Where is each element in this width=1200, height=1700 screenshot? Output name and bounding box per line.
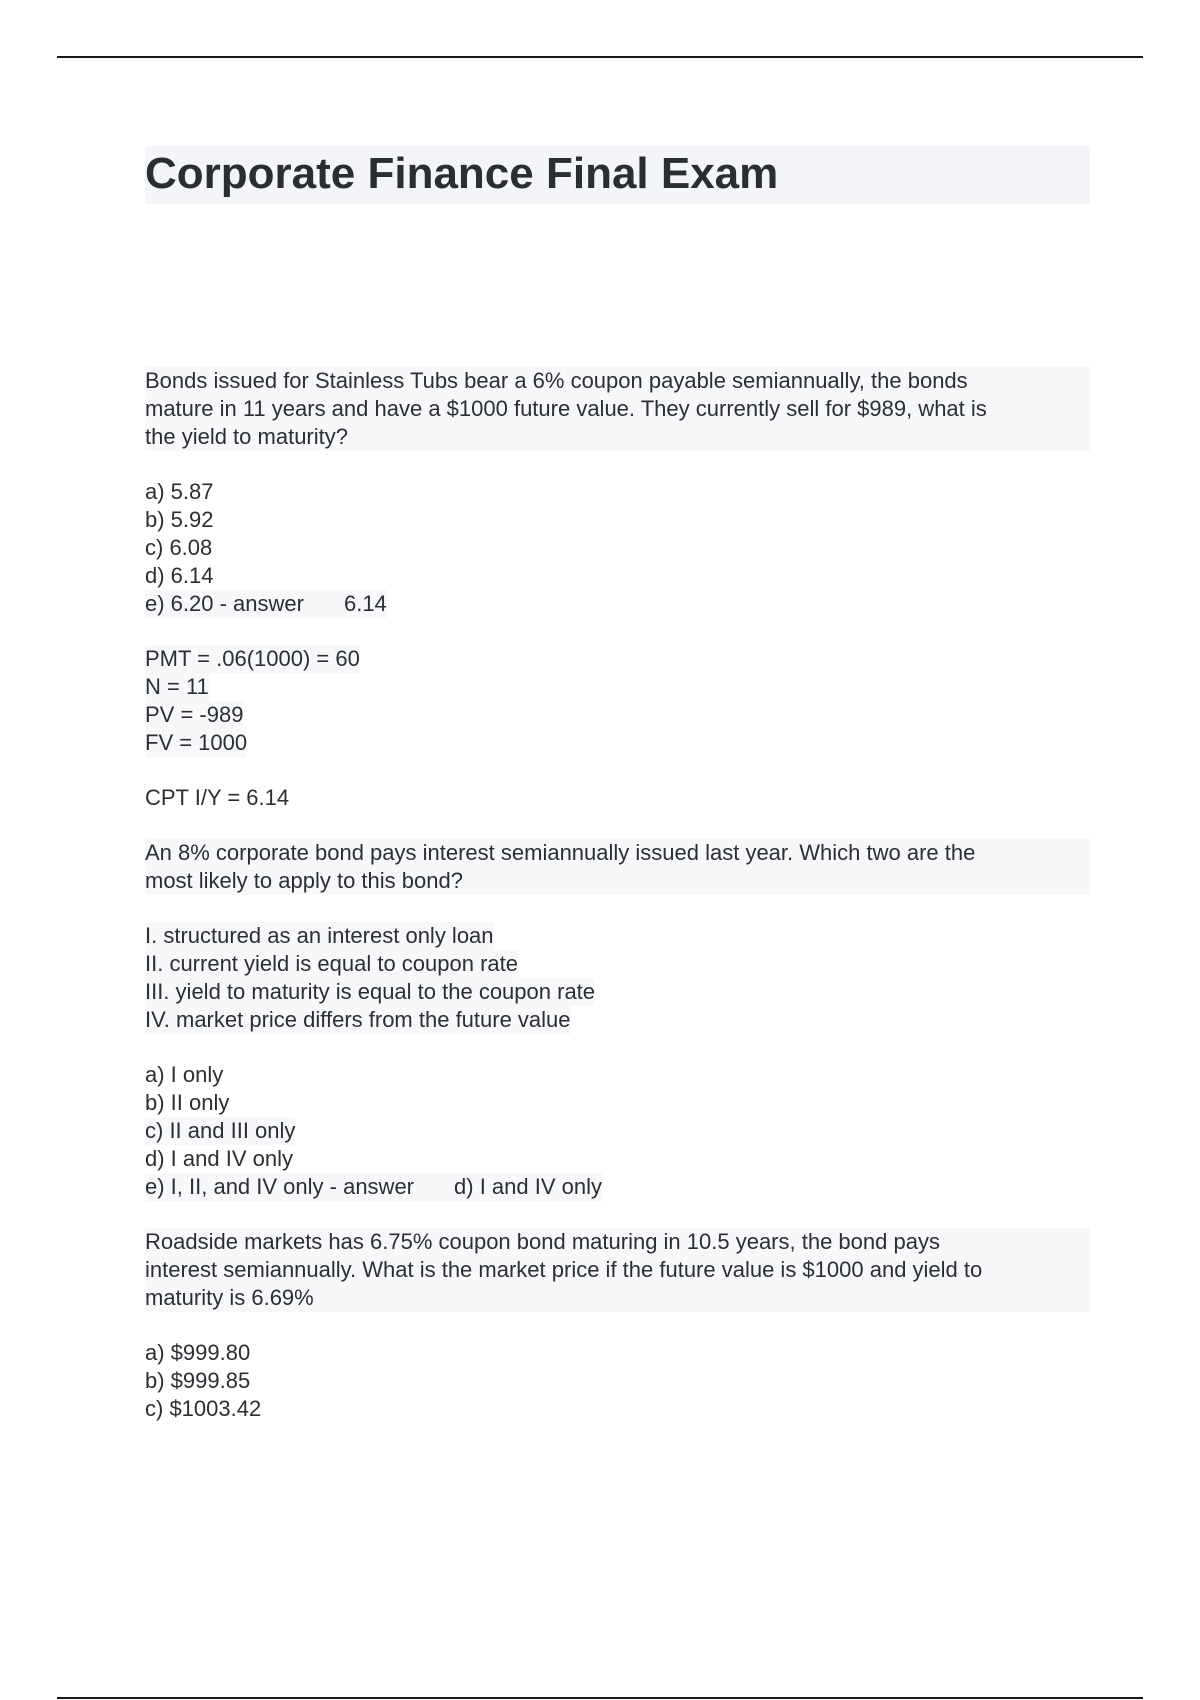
- option: a) I only: [145, 1062, 224, 1087]
- option: e) I, II, and IV only - answer: [145, 1174, 415, 1199]
- top-rule: [57, 56, 1143, 58]
- option: c) II and III only: [145, 1118, 296, 1143]
- question-2-statements: [145, 922, 1090, 1034]
- document-title: Corporate Finance Final Exam: [145, 146, 1090, 204]
- work-line: N = 11: [145, 674, 209, 699]
- option: e) 6.20 - answer: [145, 591, 304, 616]
- option: a) 5.87: [145, 479, 214, 504]
- option: d) I and IV only: [145, 1146, 293, 1171]
- question-line: interest semiannually. What is the market price if the future value is $1000 and yield to: [145, 1256, 1090, 1284]
- question-1-result: [145, 784, 1090, 812]
- option-answer-line: [145, 590, 1090, 618]
- question-2-text: [145, 839, 1090, 895]
- answer: 6.14: [343, 591, 387, 616]
- question-line: Roadside markets has 6.75% coupon bond maturing in 10.5 years, the bond pays: [145, 1228, 1090, 1256]
- option: b) II only: [145, 1090, 230, 1115]
- statement: I. structured as an interest only loan: [145, 923, 494, 948]
- question-1-work: [145, 645, 1090, 757]
- option: d) 6.14: [145, 563, 214, 588]
- work-line: FV = 1000: [145, 730, 248, 755]
- option: b) 5.92: [145, 507, 214, 532]
- option: c) 6.08: [145, 535, 213, 560]
- work-line: PMT = .06(1000) = 60: [145, 646, 360, 671]
- result-line: CPT I/Y = 6.14: [145, 785, 290, 810]
- option: c) $1003.42: [145, 1396, 262, 1421]
- question-line: the yield to maturity?: [145, 423, 1090, 451]
- answer: d) I and IV only: [454, 1174, 602, 1199]
- question-1-text: [145, 367, 1090, 451]
- statement: III. yield to maturity is equal to the coupon rate: [145, 979, 596, 1004]
- question-1-options: [145, 478, 1090, 618]
- question-3-text: [145, 1228, 1090, 1312]
- statement: II. current yield is equal to coupon rate: [145, 951, 518, 976]
- question-2-options: [145, 1061, 1090, 1201]
- document-body: [145, 146, 1090, 1450]
- question-line: Bonds issued for Stainless Tubs bear a 6% coupon payable semiannually, the bonds: [145, 367, 1090, 395]
- work-line: PV = -989: [145, 702, 244, 727]
- question-line: maturity is 6.69%: [145, 1284, 1090, 1312]
- option: b) $999.85: [145, 1368, 251, 1393]
- question-line: mature in 11 years and have a $1000 future value. They currently sell for $989, what is: [145, 395, 1090, 423]
- option-answer-line: [145, 1173, 1090, 1201]
- question-line: An 8% corporate bond pays interest semiannually issued last year. Which two are the: [145, 839, 1090, 867]
- option: a) $999.80: [145, 1340, 251, 1365]
- bottom-rule: [57, 1697, 1143, 1699]
- statement: IV. market price differs from the future value: [145, 1007, 571, 1032]
- question-3-options: [145, 1339, 1090, 1423]
- question-line: most likely to apply to this bond?: [145, 867, 1090, 895]
